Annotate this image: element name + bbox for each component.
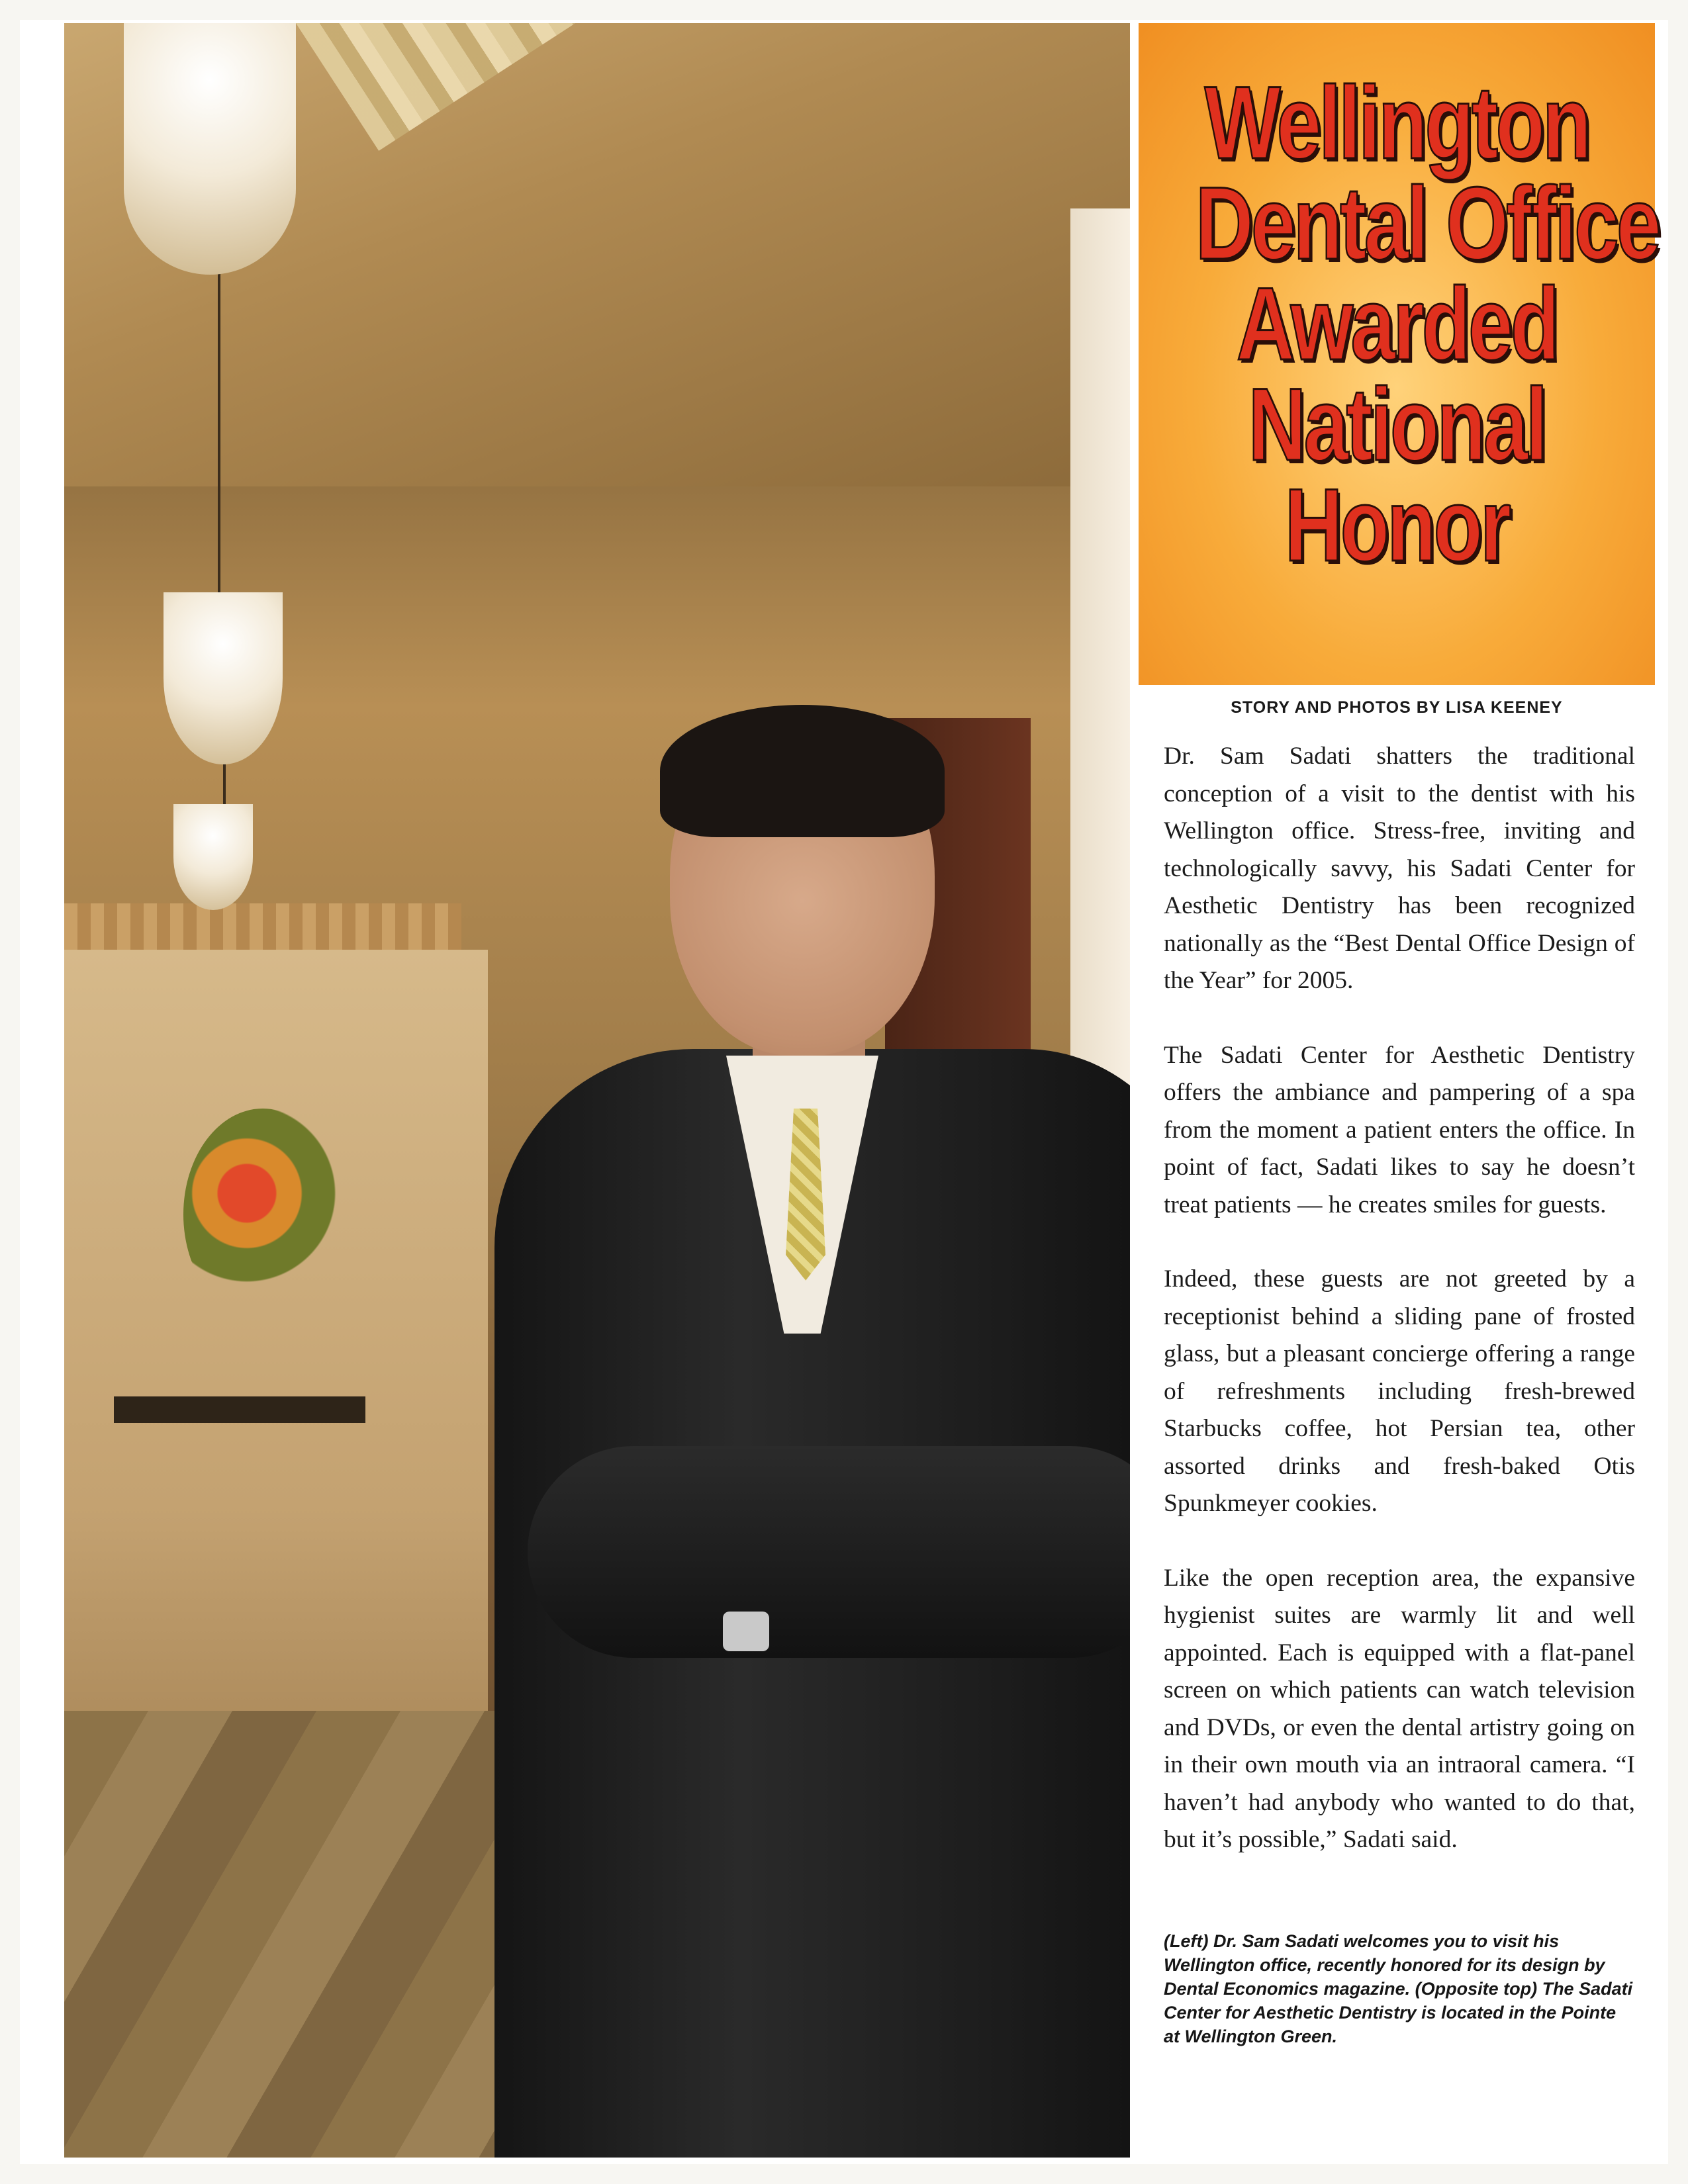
photo-lamp-chain	[218, 255, 220, 599]
headline-line: Awarded	[1236, 267, 1558, 382]
photo-pendant-lamp	[124, 23, 296, 275]
photo-man-hair	[660, 705, 945, 837]
article-body	[1164, 738, 1635, 1896]
article-byline: STORY AND PHOTOS BY LISA KEENEY	[1231, 698, 1563, 717]
article-paragraph: Indeed, these guests are not greeted by a receptionist behind a sliding pane of frosted glass, but a pleasant concierge offering a range of refreshments including fresh-brewed Starbucks coffee, hot Persian tea, other assorted drinks and fresh-baked Otis Spunkmeyer cookies.	[1164, 1265, 1635, 1517]
headline-line: Dental Office	[1195, 166, 1659, 281]
headline-line: Wellington	[1204, 66, 1589, 181]
article-paragraph: The Sadati Center for Aesthetic Dentistry offers the ambiance and pampering of a spa from the moment a patient enters the office. In point of fact, Sadati likes to say he doesn’t treat patients — he creates smiles for guests.	[1164, 1041, 1635, 1218]
photo-flower-arrangement	[183, 1109, 342, 1320]
photo-wall-border	[64, 903, 461, 950]
headline-line: Honor	[1284, 468, 1509, 583]
photo-pendant-lamp	[173, 804, 253, 910]
photo-wall-shelf	[114, 1396, 365, 1423]
photo-lamp-chain	[223, 758, 226, 811]
article-paragraph: Dr. Sam Sadati shatters the traditional conception of a visit to the dentist with his Wellington office. Stress-free, inviting and technologically savvy, his Sadati Center for Aesthetic Dentistry has been recognized nationally as the “Best Dental Office Design of the Year” for 2005.	[1164, 743, 1635, 994]
article-paragraph: Like the open reception area, the expansive hygienist suites are warmly lit and well appointed. Each is equipped with a flat-panel screen on which patients can watch television and DVDs, or even the dental artistry going on in their own mouth via an intraoral camera. “I haven’t had anybody who wanted to do that, but it’s possible,” Sadati said.	[1164, 1564, 1635, 1853]
headline-line: National	[1248, 367, 1546, 482]
photo-caption: (Left) Dr. Sam Sadati welcomes you to visit his Wellington office, recently honored for its design by Dental Economics magazine. (Opposite top) The Sadati Center for Aesthetic Dentistry is located in the Pointe at Wellington Green.	[1164, 1931, 1633, 2046]
article-headline	[1195, 66, 1659, 583]
photo-wristwatch	[723, 1612, 769, 1651]
photo-man-crossed-arms	[528, 1446, 1130, 1658]
photo-pendant-lamp	[164, 592, 283, 764]
photo-dentist-in-hallway	[64, 23, 1130, 2158]
